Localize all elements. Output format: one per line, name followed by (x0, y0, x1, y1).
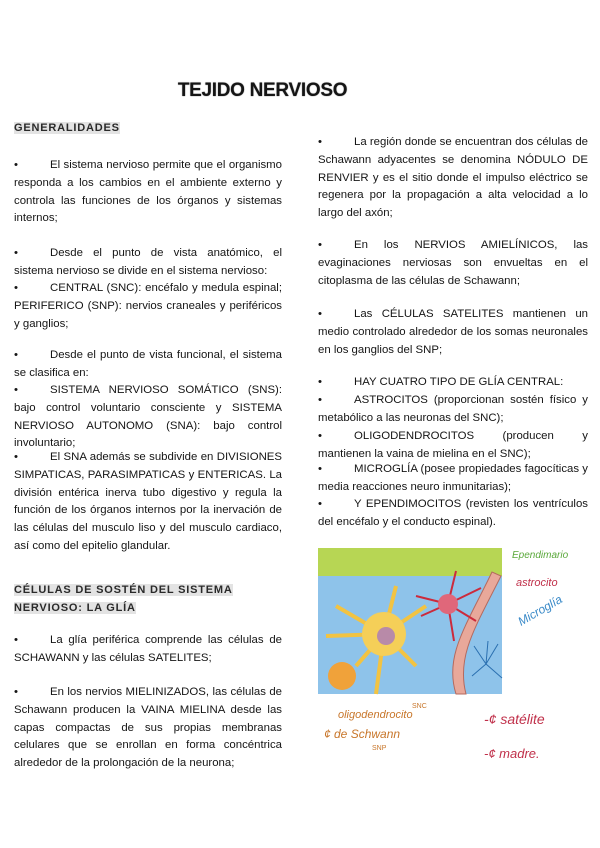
note-ependimario: Ependimario (512, 550, 569, 561)
heading-text: GENERALIDADES (14, 122, 120, 134)
paragraph-text: La región donde se encuentran dos células de Schawann adyacentes se denomina NÓDULO DE RENVIER y es el sitio donde el impulso eléctrico se regenera por la propagación a alta velocidad a lo largo del axón; (318, 136, 588, 220)
paragraph-text: El sistema nervioso permite que el organismo responda a los cambios en el ambiente externo y controla las funciones de los órganos y sistemas internos; (14, 159, 282, 225)
note-snc: SNC (412, 703, 427, 710)
paragraph-text: Y EPENDIMOCITOS (revisten los ventrículos del encéfalo y el conducto espinal). (318, 498, 588, 528)
section-heading-glia (14, 581, 282, 617)
paragraph-text: La glía periférica comprende las células de SCHAWANN y las células SATELITES; (14, 634, 282, 664)
note-satelite: -¢ satélite (484, 711, 545, 727)
paragraph-text: El SNA además se subdivide en DIVISIONES SIMPATICAS, PARASIMPATICAS y ENTERICAS. La división entérica inerva tubo digestivo y regula la función de los órganos internos por la inervación de las células del musculo liso y del musculo cardiaco, así como del epitelio glandular. (14, 451, 282, 552)
paragraph: • Las CÉLULAS SATELITES mantienen un medio controlado alrededor de los somas neuronales en los ganglios del SNP; (318, 308, 588, 356)
ependymal-layer (318, 548, 502, 576)
paragraph: • Y EPENDIMOCITOS (revisten los ventrículos del encéfalo y el conducto espinal). (318, 498, 588, 528)
note-schwann: ¢ de Schwann (324, 727, 401, 741)
note-microglia: Microglía (515, 592, 565, 629)
paragraph-text: Las CÉLULAS SATELITES mantienen un medio controlado alrededor de los somas neuronales en los ganglios del SNP; (318, 308, 588, 356)
paragraph: • Desde el punto de vista anatómico, el sistema nervioso se divide en el sistema nervioso: (14, 247, 282, 277)
paragraph-text: En los nervios MIELINIZADOS, las células de Schawann producen la VAINA MIELINA desde las capas compactas de sus propias membranas celulares que se enrollan en forma concéntrica alrededor de la prolongación de la neurona; (14, 686, 282, 770)
nucleus (377, 627, 395, 645)
paragraph: • HAY CUATRO TIPO DE GLÍA CENTRAL: (318, 376, 564, 388)
note-madre: -¢ madre. (484, 746, 540, 761)
heading-text: CÉLULAS DE SOSTÉN DEL SISTEMA NERVIOSO: LA GLÍA (14, 584, 233, 614)
paragraph: • La región donde se encuentran dos células de Schawann adyacentes se denomina NÓDULO DE RENVIER y es el sitio donde el impulso eléctrico se regenera por la propagación a alta velocidad a lo largo del axón; (318, 136, 588, 220)
paragraph-text: HAY CUATRO TIPO DE GLÍA CENTRAL: (354, 376, 564, 388)
note-astrocito: astrocito (516, 577, 558, 589)
paragraph-text: Desde el punto de vista funcional, el sistema se clasifica en: (14, 349, 282, 379)
paragraph: • CENTRAL (SNC): encéfalo y medula espinal; PERIFERICO (SNP): nervios craneales y periféricos y ganglios; (14, 282, 282, 330)
paragraph-text: OLIGODENDROCITOS (producen y mantienen la vaina de mielina en el SNC); (318, 430, 588, 460)
page-title: TEJIDO NERVIOSO (177, 80, 348, 101)
paragraph: • En los NERVIOS AMIELÍNICOS, las evaginaciones nerviosas son envueltas en el citoplasma de las células de Schawann; (318, 239, 588, 287)
note-oligodendrocito: oligodendrocito (338, 709, 413, 721)
paragraph: • En los nervios MIELINIZADOS, las células de Schawann producen la VAINA MIELINA desde las capas compactas de sus propias membranas celulares que se enrollan en forma concéntrica alrededor de la prolongación de la neurona; (14, 686, 282, 770)
paragraph: • MICROGLÍA (posee propiedades fagocíticas y media reacciones neuro inmunitarias); (318, 463, 588, 493)
astrocyte-body (438, 594, 458, 614)
paragraph-text: SISTEMA NERVIOSO SOMÁTICO (SNS): bajo control voluntario consciente y SISTEMA NERVIOSO AUTONOMO (SNA): bajo control involuntario; (14, 384, 282, 450)
section-heading-generalidades (14, 119, 282, 137)
paragraph: • El SNA además se subdivide en DIVISIONES SIMPATICAS, PARASIMPATICAS y ENTERICAS. La división entérica inerva tubo digestivo y regula la función de los órganos internos por la inervación de las células del musculo liso y del musculo cardiaco, así como del epitelio glandular. (14, 451, 282, 552)
paragraph-text: Desde el punto de vista anatómico, el sistema nervioso se divide en el sistema nervioso: (14, 247, 282, 277)
paragraph-text: ASTROCITOS (proporcionan sostén físico y metabólico a las neuronas del SNC); (318, 394, 588, 424)
glia-illustration (316, 546, 600, 768)
paragraph: • SISTEMA NERVIOSO SOMÁTICO (SNS): bajo control voluntario consciente y SISTEMA NERVIOSO AUTONOMO (SNA): bajo control involuntario; (14, 384, 282, 450)
paragraph-text: MICROGLÍA (posee propiedades fagocíticas y media reacciones neuro inmunitarias); (318, 463, 588, 493)
paragraph: • Desde el punto de vista funcional, el sistema se clasifica en: (14, 349, 282, 379)
note-snp: SNP (372, 745, 387, 752)
paragraph: • El sistema nervioso permite que el organismo responda a los cambios en el ambiente externo y controla las funciones de los órganos y sistemas internos; (14, 159, 282, 225)
paragraph-text: CENTRAL (SNC): encéfalo y medula espinal; PERIFERICO (SNP): nervios craneales y periféricos y ganglios; (14, 282, 282, 330)
paragraph: • La glía periférica comprende las células de SCHAWANN y las células SATELITES; (14, 634, 282, 664)
oligodendrocyte (328, 662, 356, 690)
paragraph: • ASTROCITOS (proporcionan sostén físico y metabólico a las neuronas del SNC); (318, 394, 588, 424)
paragraph-text: En los NERVIOS AMIELÍNICOS, las evaginaciones nerviosas son envueltas en el citoplasma de las células de Schawann; (318, 239, 588, 287)
paragraph: • OLIGODENDROCITOS (producen y mantienen la vaina de mielina en el SNC); (318, 430, 588, 460)
